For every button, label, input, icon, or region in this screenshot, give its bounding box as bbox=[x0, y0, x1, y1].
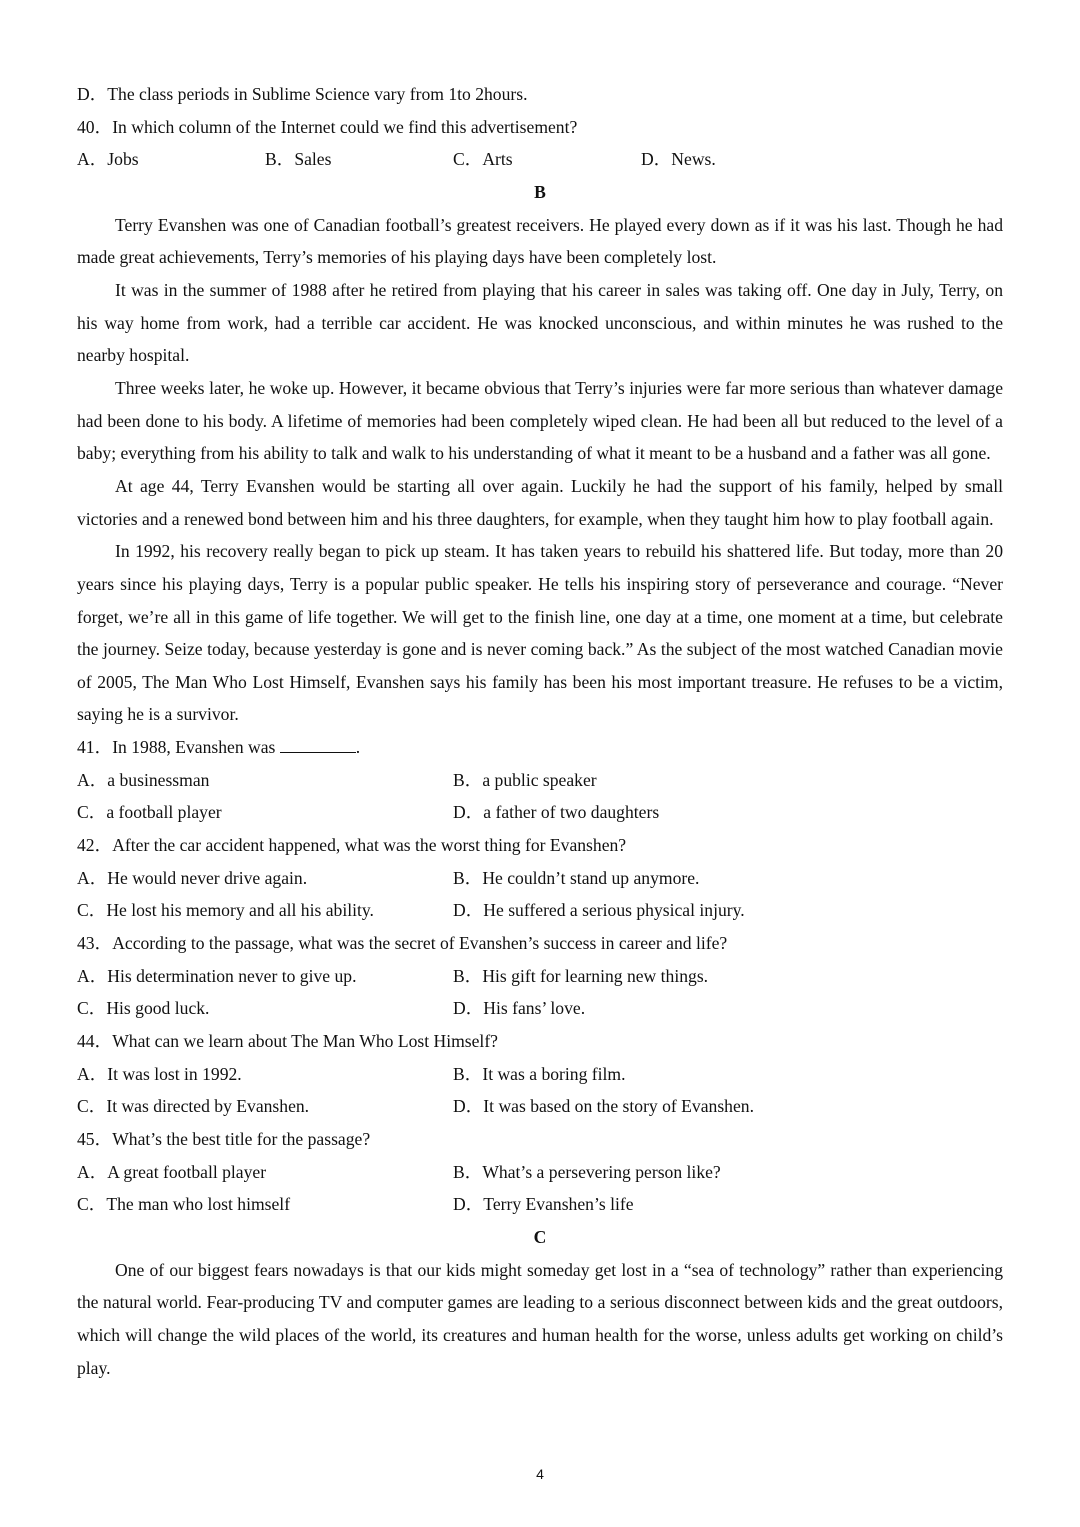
q43-option-a: A．His determination never to give up. bbox=[77, 965, 357, 986]
q41-option-b: B．a public speaker bbox=[453, 769, 597, 790]
passage-paragraph: It was in the summer of 1988 after he retired from playing that his career in sales was taking off. One day in July, Terry, on his way home from work, had a terrible car accident. He was knocked unconscious, and within minutes he was rushed to the nearby hospital. bbox=[77, 279, 1003, 366]
q40-options bbox=[77, 143, 1003, 176]
q45-option-c: C．The man who lost himself bbox=[77, 1194, 291, 1215]
q41-option-a: A．a businessman bbox=[77, 769, 210, 790]
q42-option-b: B．He couldn’t stand up anymore. bbox=[453, 867, 700, 888]
q40-option-d: D．News. bbox=[641, 149, 716, 170]
passage-paragraph: At age 44, Terry Evanshen would be starting all over again. Luckily he had the support of his family, helped by small victories and a renewed bond between him and his three daughters, for example, when they taught him how to play football again. bbox=[77, 475, 1003, 529]
section-c-heading: C bbox=[533, 1226, 547, 1247]
q45-option-b: B．What’s a persevering person like? bbox=[453, 1161, 721, 1182]
q40-option-a: A．Jobs bbox=[77, 149, 139, 170]
q43-stem: 43．According to the passage, what was the secret of Evanshen’s success in career and life? bbox=[77, 933, 728, 954]
q42-option-a: A．He would never drive again. bbox=[77, 867, 308, 888]
q40-stem: 40．In which column of the Internet could we find this advertisement? bbox=[77, 116, 578, 137]
q42-option-d: D．He suffered a serious physical injury. bbox=[453, 900, 745, 921]
q44-option-d: D．It was based on the story of Evanshen. bbox=[453, 1096, 754, 1117]
passage-paragraph: Terry Evanshen was one of Canadian football’s greatest receivers. He played every down as if it was his last. Though he had made great achievements, Terry’s memories of his playing days have been completely lost. bbox=[77, 214, 1003, 268]
passage-paragraph: One of our biggest fears nowadays is that our kids might someday get lost in a “sea of technology” rather than experiencing the natural world. Fear-producing TV and computer games are leading to a serious disconnect between kids and the great outdoors, which will change the wild places of the world, its creatures and human health for the worse, unless adults get working on child’s play. bbox=[77, 1259, 1003, 1378]
q44-stem: 44．What can we learn about The Man Who Lost Himself? bbox=[77, 1031, 498, 1052]
passage-paragraph: Three weeks later, he woke up. However, it became obvious that Terry’s injuries were far more serious than whatever damage had been done to his body. A lifetime of memories had been completely wiped clean. He had been all but reduced to the level of a baby; everything from his ability to talk and walk to his understanding of what it meant to be a husband and a father was all gone. bbox=[77, 377, 1003, 464]
passage-paragraph: In 1992, his recovery really began to pick up steam. It has taken years to rebuild his shattered life. But today, more than 20 years since his playing days, Terry is a popular public speaker. He tells his inspiring story of perseverance and courage. “Never forget, we’re all in this game of life together. We will get to the finish line, one day at a time, one moment at a time, but celebrate the journey. Seize today, because yesterday is gone and is never coming back.” As the subject of the most watched Canadian movie of 2005, The Man Who Lost Himself, Evanshen says his family has been his most important treasure. He refuses to be a victim, saying he is a survivor. bbox=[77, 541, 1003, 725]
q45-option-d: D．Terry Evanshen’s life bbox=[453, 1194, 634, 1215]
q41-option-c: C．a football player bbox=[77, 802, 222, 823]
q45-stem: 45．What’s the best title for the passage? bbox=[77, 1129, 371, 1149]
q45-option-a: A．A great football player bbox=[77, 1161, 267, 1182]
q44-option-b: B．It was a boring film. bbox=[453, 1063, 626, 1084]
page-number: 4 bbox=[536, 1466, 544, 1482]
q40-option-c: C．Arts bbox=[453, 149, 513, 170]
answer-blank bbox=[280, 734, 356, 753]
q41-stem: 41．In 1988, Evanshen was . bbox=[77, 731, 1003, 764]
q43-option-c: C．His good luck. bbox=[77, 998, 210, 1019]
section-b-heading: B bbox=[534, 181, 546, 202]
q39-option-d: D．The class periods in Sublime Science vary from 1to 2hours. bbox=[77, 84, 528, 104]
q42-stem: 42．After the car accident happened, what was the worst thing for Evanshen? bbox=[77, 835, 627, 856]
document-page bbox=[77, 78, 1003, 1384]
q44-option-c: C．It was directed by Evanshen. bbox=[77, 1096, 310, 1117]
q42-option-c: C．He lost his memory and all his ability. bbox=[77, 900, 374, 921]
q40-option-b: B．Sales bbox=[265, 149, 332, 170]
q43-option-b: B．His gift for learning new things. bbox=[453, 965, 709, 986]
q43-option-d: D．His fans’ love. bbox=[453, 998, 586, 1019]
q41-option-d: D．a father of two daughters bbox=[453, 802, 660, 823]
q44-option-a: A．It was lost in 1992. bbox=[77, 1063, 242, 1084]
